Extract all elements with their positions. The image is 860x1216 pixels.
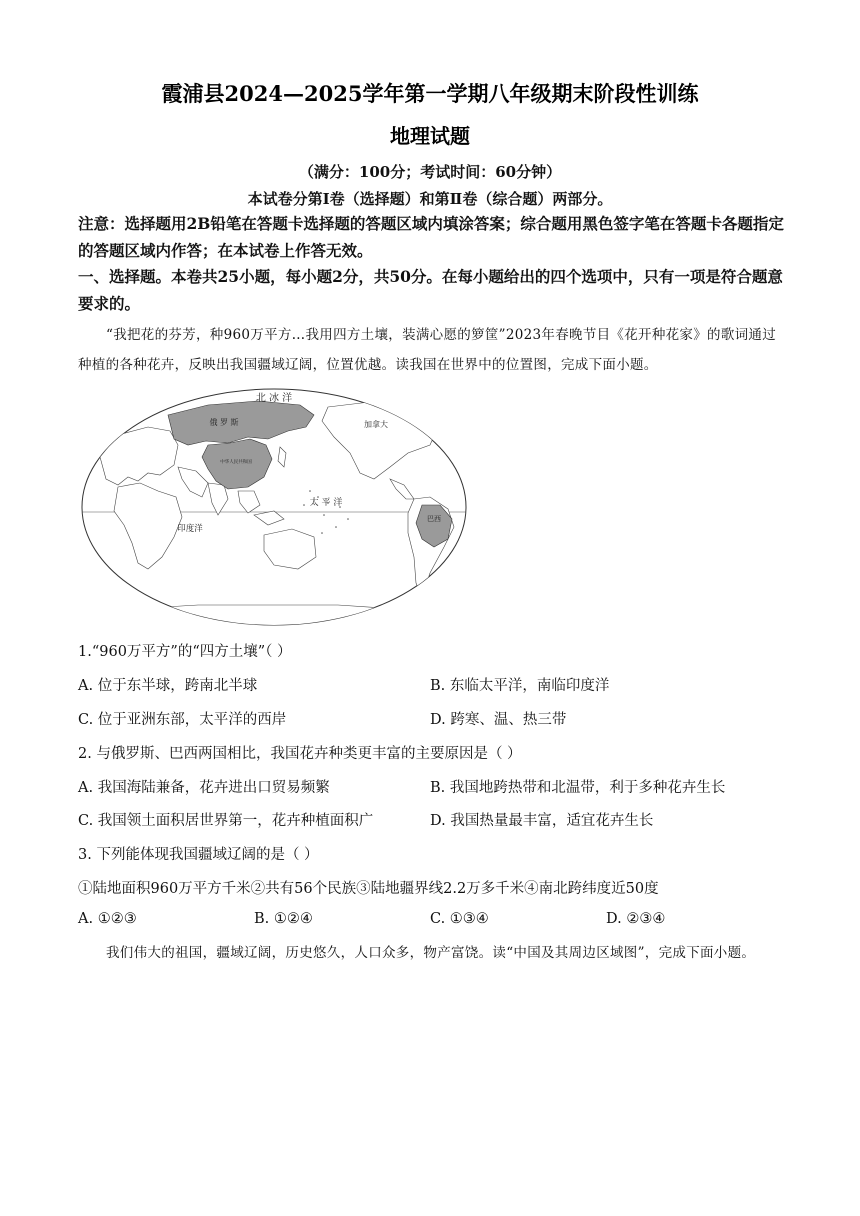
q3-option-c[interactable]: C. ①③④ [430,911,489,927]
q2-option-b[interactable]: B. 我国地跨热带和北温带，利于多种花卉生长 [430,780,726,796]
intro-text-2: 我们伟大的祖国，疆域辽阔，历史悠久，人口众多，物产富饶。读“中国及其周边区域图”，完成下面小题。 [106,945,756,961]
q3-option-a[interactable]: A. ①②③ [78,911,137,927]
label-canada: 加拿大 [364,420,388,429]
intro-paragraph-1 [78,320,788,380]
intro-text-1: “我把花的芬芳，种960万平方…我用四方土壤，装满心愿的箩筐”2023年春晚节目《花开种花家》的歌词通过种植的各种花卉，反映出我国疆域辽阔，位置优越。读我国在世界中的位置图，完成下面小题。 [78,327,777,373]
q3-option-b[interactable]: B. ①②④ [254,911,313,927]
question-3-statements: ①陆地面积960万平方千米②共有56个民族③陆地疆界线2.2万多千米④南北跨纬度近50度 [78,881,659,897]
q1-option-d[interactable]: D. 跨寒、温、热三带 [430,712,567,728]
q1-option-b[interactable]: B. 东临太平洋，南临印度洋 [430,678,610,694]
section-heading: 一、选择题。本卷共25小题，每小题2分，共50分。在每小题给出的四个选项中，只有一项是符合题意要求的。 [78,267,783,313]
question-3-stem: 3. 下列能体现我国疆域辽阔的是（ ） [78,847,319,863]
notice: 注意：选择题用2B铅笔在答题卡选择题的答题区域内填涂答案；综合题用黑色签字笔在答题卡各题指定的答题区域内作答；在本试卷上作答无效。 [78,214,784,260]
world-map-figure [78,387,470,627]
label-brazil: 巴西 [427,515,441,523]
intro-paragraph-2 [78,938,788,968]
exam-title: 霞浦县2024—2025学年第一学期八年级期末阶段性训练 [161,81,699,106]
label-arctic-ocean: 北 冰 洋 [255,393,293,404]
score-time-info: （满分：100分；考试时间：60分钟） [298,163,562,181]
q2-option-c[interactable]: C. 我国领土面积居世界第一，花卉种植面积广 [78,813,374,829]
q2-option-a[interactable]: A. 我国海陆兼备，花卉进出口贸易频繁 [78,780,330,796]
q1-option-a[interactable]: A. 位于东半球，跨南北半球 [78,678,258,694]
label-pacific-ocean: 太 平 洋 [309,498,343,508]
label-russia: 俄 罗 斯 [209,418,239,427]
subject-title: 地理试题 [390,124,470,148]
question-2-stem: 2. 与俄罗斯、巴西两国相比，我国花卉种类更丰富的主要原因是（ ） [78,746,522,762]
q3-option-d[interactable]: D. ②③④ [606,911,666,927]
q1-option-c[interactable]: C. 位于亚洲东部，太平洋的西岸 [78,712,287,728]
q2-option-d[interactable]: D. 我国热量最丰富，适宜花卉生长 [430,813,654,829]
question-1-stem: 1.“960万平方”的“四方土壤”（ ） [78,644,292,660]
label-china: 中华人民共和国 [220,460,252,465]
label-indian-ocean: 印度洋 [177,524,203,534]
structure-info: 本试卷分第Ⅰ卷（选择题）和第Ⅱ卷（综合题）两部分。 [247,190,613,208]
